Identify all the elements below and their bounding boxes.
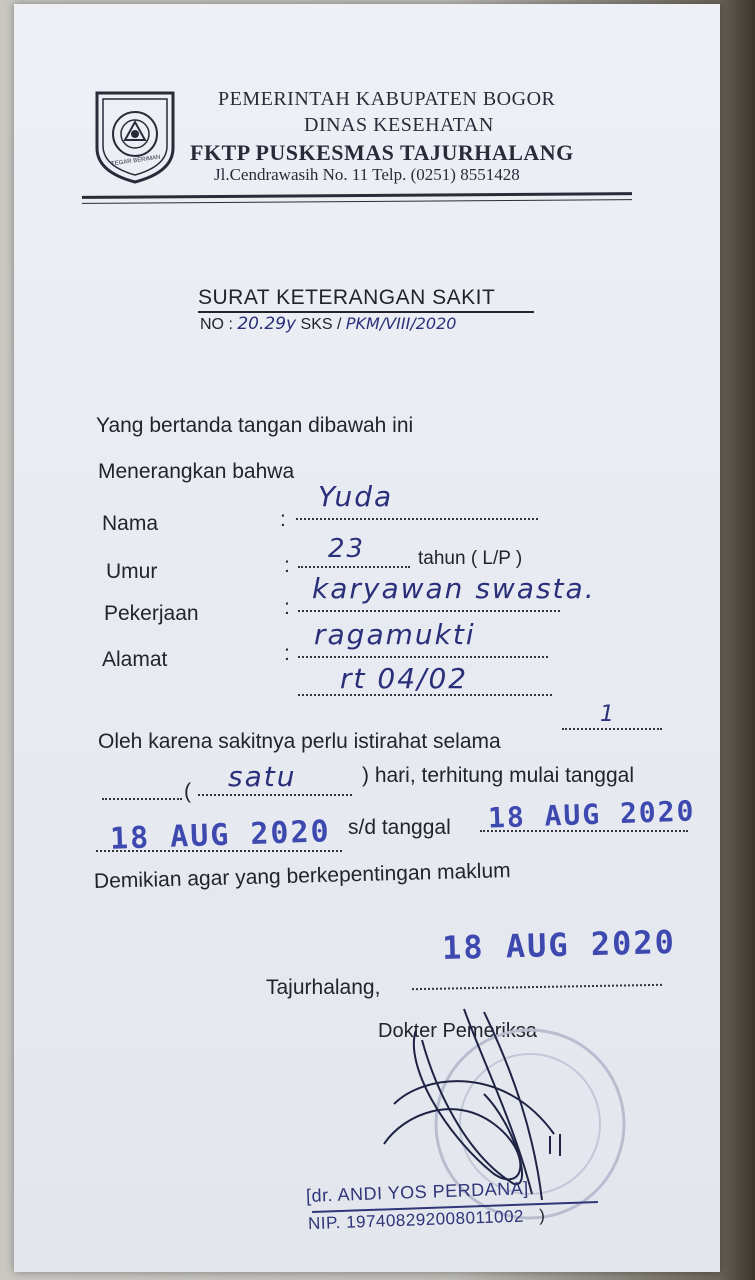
doctor-nip-close: ) — [538, 1205, 546, 1226]
rest-days-words: satu — [228, 760, 297, 793]
number-suffix-handwritten: PKM/VIII/2020 — [345, 314, 457, 333]
rest-words-line-left — [102, 798, 182, 800]
rest-words-line — [198, 794, 352, 796]
intro-line-2: Menerangkan bahwa — [98, 460, 295, 483]
rest-open-paren: ( — [184, 780, 191, 803]
closing-statement: Demikian agar yang berkepentingan maklum — [93, 859, 511, 893]
doctor-name-open-bracket: [ — [305, 1185, 312, 1206]
name-line — [296, 518, 538, 520]
doctor-name-close-bracket: ] — [522, 1178, 530, 1199]
letter-date-stamp: 18 AUG 2020 — [441, 922, 677, 968]
end-date-stamp: 18 AUG 2020 — [487, 794, 696, 835]
header-clinic: FKTP PUSKESMAS TAJURHALANG — [190, 140, 574, 165]
age-label: Umur — [106, 560, 158, 583]
number-handwritten: 20.29y — [237, 314, 297, 334]
header-rule-thick — [82, 192, 632, 199]
address-line-1 — [298, 656, 548, 658]
header-rule-thin — [82, 199, 632, 204]
rest-days-line — [562, 728, 662, 730]
job-colon: : — [284, 596, 290, 619]
doctor-signature — [364, 1004, 594, 1204]
address-value-2: rt 04/02 — [340, 662, 469, 695]
name-colon: : — [280, 508, 286, 531]
header-government: PEMERINTAH KABUPATEN BOGOR — [218, 88, 556, 110]
place-label: Tajurhalang, — [266, 976, 381, 999]
until-label: s/d tanggal — [348, 816, 451, 839]
doctor-role: Dokter Pemeriksa — [378, 1020, 537, 1042]
document-title: SURAT KETERANGAN SAKIT — [198, 286, 496, 309]
address-colon: : — [284, 642, 290, 665]
logo-motto: TEGAR BERIMAN — [110, 154, 161, 168]
start-date-stamp: 18 AUG 2020 — [109, 814, 332, 857]
job-label: Pekerjaan — [104, 602, 199, 625]
doctor-nip-text: NIP. 197408292008011002 — [307, 1206, 525, 1234]
address-value-1: ragamukti — [314, 618, 476, 651]
number-prefix: NO : — [200, 316, 233, 333]
age-colon: : — [284, 554, 290, 577]
title-underline — [198, 311, 534, 313]
number-middle: SKS / — [300, 316, 342, 333]
job-line — [298, 610, 560, 612]
intro-line-1: Yang bertanda tangan dibawah ini — [96, 414, 414, 437]
age-value: 23 — [328, 534, 366, 564]
rest-days-number: 1 — [600, 702, 616, 727]
document-number-row — [200, 314, 456, 334]
rest-line-1: Oleh karena sakitnya perlu istirahat selama — [98, 730, 501, 753]
regency-logo — [94, 90, 176, 184]
address-label: Alamat — [102, 648, 168, 671]
header-department: DINAS KESEHATAN — [304, 114, 494, 136]
age-unit: tahun ( L/P ) — [418, 548, 523, 569]
header-address: Jl.Cendrawasih No. 11 Telp. (0251) 8551428 — [214, 165, 520, 184]
name-value: Yuda — [318, 480, 394, 513]
rest-line-2: ) hari, terhitung mulai tanggal — [362, 764, 634, 787]
sick-letter-paper — [14, 4, 720, 1272]
doctor-name-text: dr. ANDI YOS PERDANA — [311, 1178, 524, 1206]
job-value: karyawan swasta. — [312, 572, 596, 605]
letter-date-line — [412, 984, 662, 990]
name-label: Nama — [102, 512, 159, 535]
age-line — [298, 566, 410, 568]
